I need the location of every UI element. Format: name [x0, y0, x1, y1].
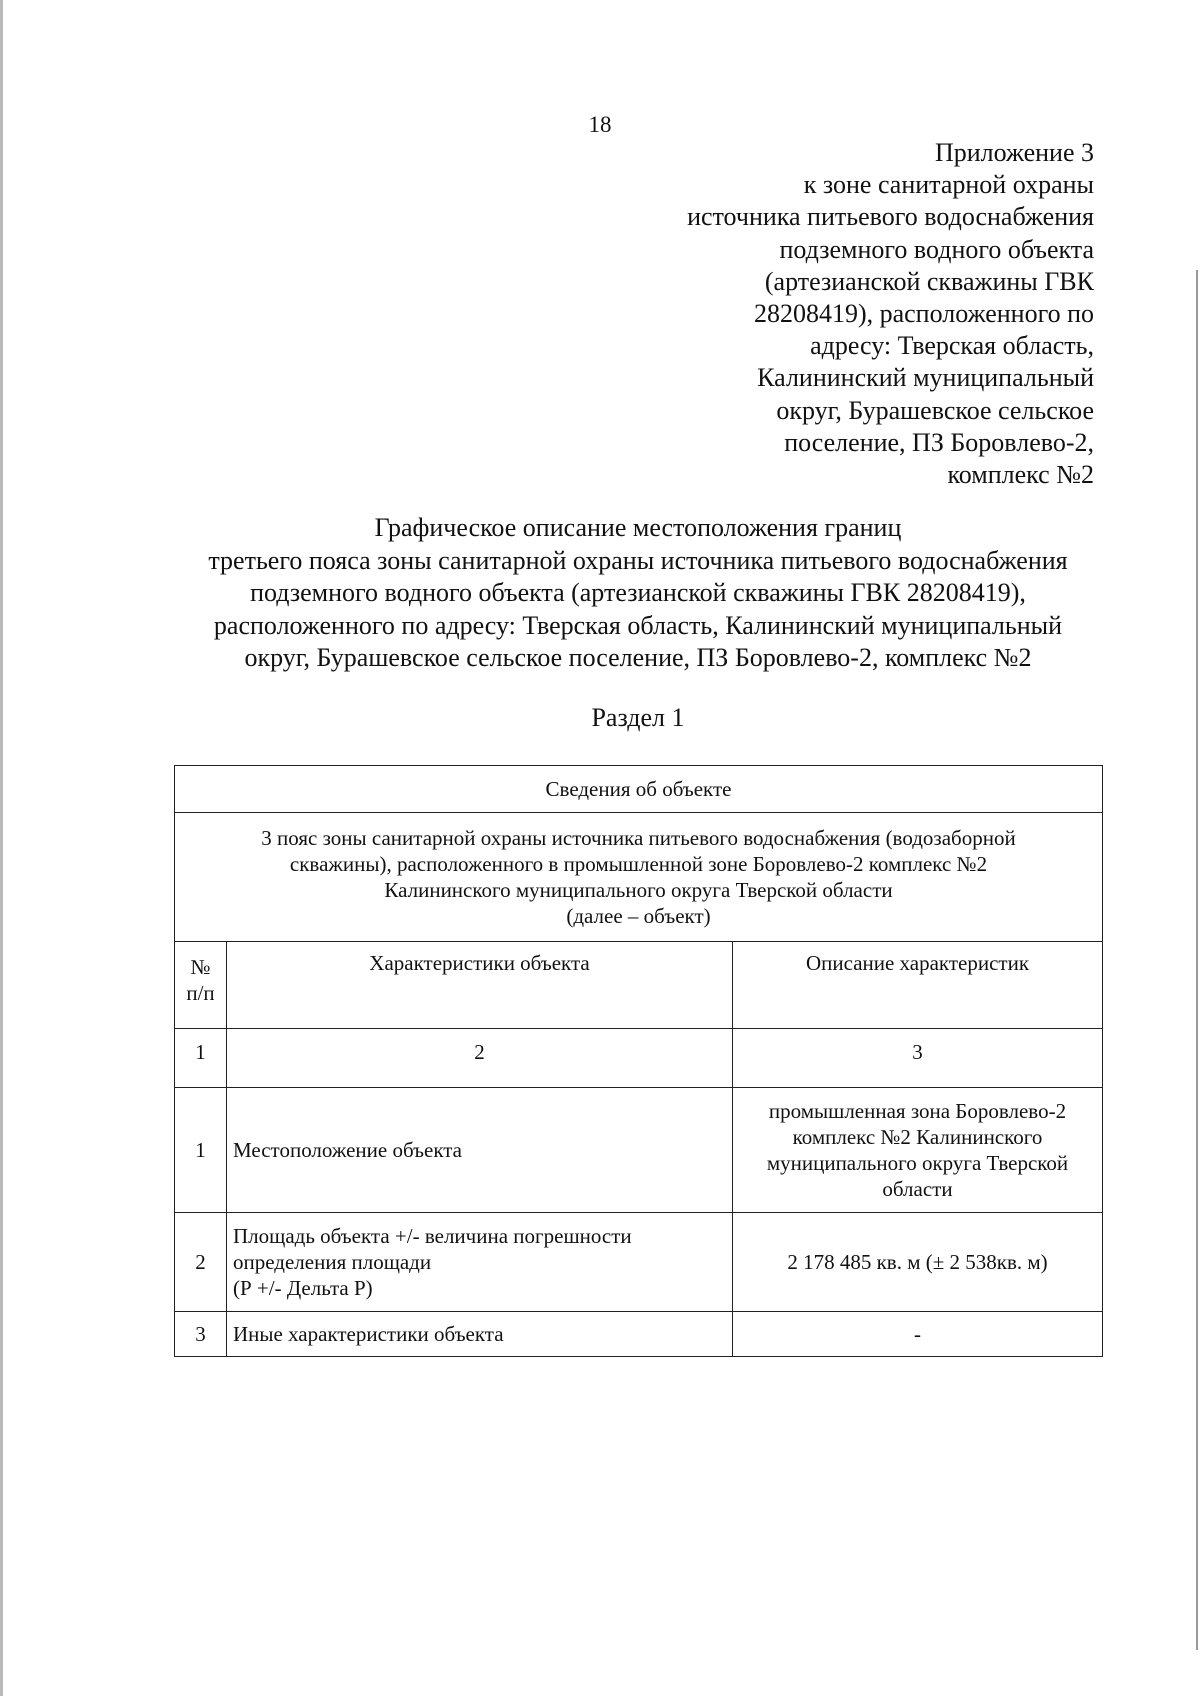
object-line: Калининского муниципального округа Тверской области — [384, 878, 893, 902]
title-line: расположенного по адресу: Тверская область, Калининский муниципальный — [213, 610, 1063, 640]
object-description-row — [175, 813, 1103, 942]
document-title — [80, 512, 1196, 675]
title-line: округ, Бурашевское сельское поселение, ПЗ Боровлево-2, комплекс №2 — [244, 643, 1032, 672]
appendix-line: Приложение 3 — [934, 138, 1094, 167]
scan-edge-right — [1196, 270, 1198, 1650]
table-row — [175, 1088, 1103, 1213]
row-number: 3 — [175, 1312, 227, 1357]
row-description — [733, 1088, 1103, 1213]
table-header-row — [175, 766, 1103, 813]
table-header: Сведения об объекте — [175, 766, 1103, 813]
object-description — [175, 813, 1103, 942]
characteristic-line: определения площади — [233, 1250, 432, 1274]
appendix-block — [600, 137, 1094, 491]
table-row — [175, 1213, 1103, 1312]
section-title: Раздел 1 — [591, 703, 685, 732]
appendix-line: адресу: Тверская область, — [810, 331, 1094, 361]
col-number: 3 — [733, 1029, 1103, 1088]
description-line: муниципального округа Тверской — [766, 1151, 1069, 1175]
col-header-number-line2: п/п — [186, 981, 215, 1005]
object-line: (далее – объект) — [566, 904, 711, 928]
appendix-line: к зоне санитарной охраны — [803, 170, 1094, 200]
column-header-row — [175, 942, 1103, 1029]
title-line: Графическое описание местоположения границ — [374, 513, 902, 542]
row-description: 2 178 485 кв. м (± 2 538кв. м) — [733, 1213, 1103, 1312]
page-number: 18 — [588, 112, 612, 137]
appendix-line: округ, Бурашевское сельское — [776, 395, 1094, 425]
column-number-row — [175, 1029, 1103, 1088]
description-line: комплекс №2 Калининского — [792, 1125, 1043, 1149]
characteristic-line: (Р +/- Дельта Р) — [233, 1276, 373, 1300]
col-number: 2 — [227, 1029, 733, 1088]
appendix-line: подземного водного объекта — [779, 234, 1094, 264]
object-info-table — [174, 765, 1103, 1357]
appendix-line: источника питьевого водоснабжения — [687, 202, 1094, 232]
col-header-number — [175, 942, 227, 1029]
col-number: 1 — [175, 1029, 227, 1088]
scan-edge-left — [0, 0, 3, 1696]
title-line: третьего пояса зоны санитарной охраны источника питьевого водоснабжения — [208, 545, 1068, 575]
appendix-line: комплекс №2 — [947, 460, 1094, 490]
row-characteristic: Местоположение объекта — [227, 1088, 733, 1213]
row-number: 2 — [175, 1213, 227, 1312]
appendix-line: 28208419), расположенного по — [753, 299, 1094, 329]
row-number: 1 — [175, 1088, 227, 1213]
col-header-characteristics: Характеристики объекта — [227, 942, 733, 1029]
object-line: 3 пояс зоны санитарной охраны источника питьевого водоснабжения (водозаборной — [261, 826, 1016, 850]
description-line: промышленная зона Боровлево-2 — [768, 1099, 1067, 1123]
row-characteristic — [227, 1213, 733, 1312]
appendix-line: Калининский муниципальный — [757, 363, 1094, 393]
col-header-number-line1: № — [190, 955, 211, 979]
description-line: области — [882, 1177, 953, 1201]
appendix-line: поселение, ПЗ Боровлево-2, — [784, 427, 1094, 457]
col-header-description: Описание характеристик — [733, 942, 1103, 1029]
appendix-line: (артезианской скважины ГВК — [764, 266, 1094, 296]
row-characteristic: Иные характеристики объекта — [227, 1312, 733, 1357]
title-line: подземного водного объекта (артезианской скважины ГВК 28208419), — [250, 578, 1026, 607]
table-row — [175, 1312, 1103, 1357]
characteristic-line: Площадь объекта +/- величина погрешности — [233, 1224, 632, 1248]
object-line: скважины), расположенного в промышленной зоне Боровлево-2 комплекс №2 — [289, 852, 988, 876]
row-description: - — [733, 1312, 1103, 1357]
